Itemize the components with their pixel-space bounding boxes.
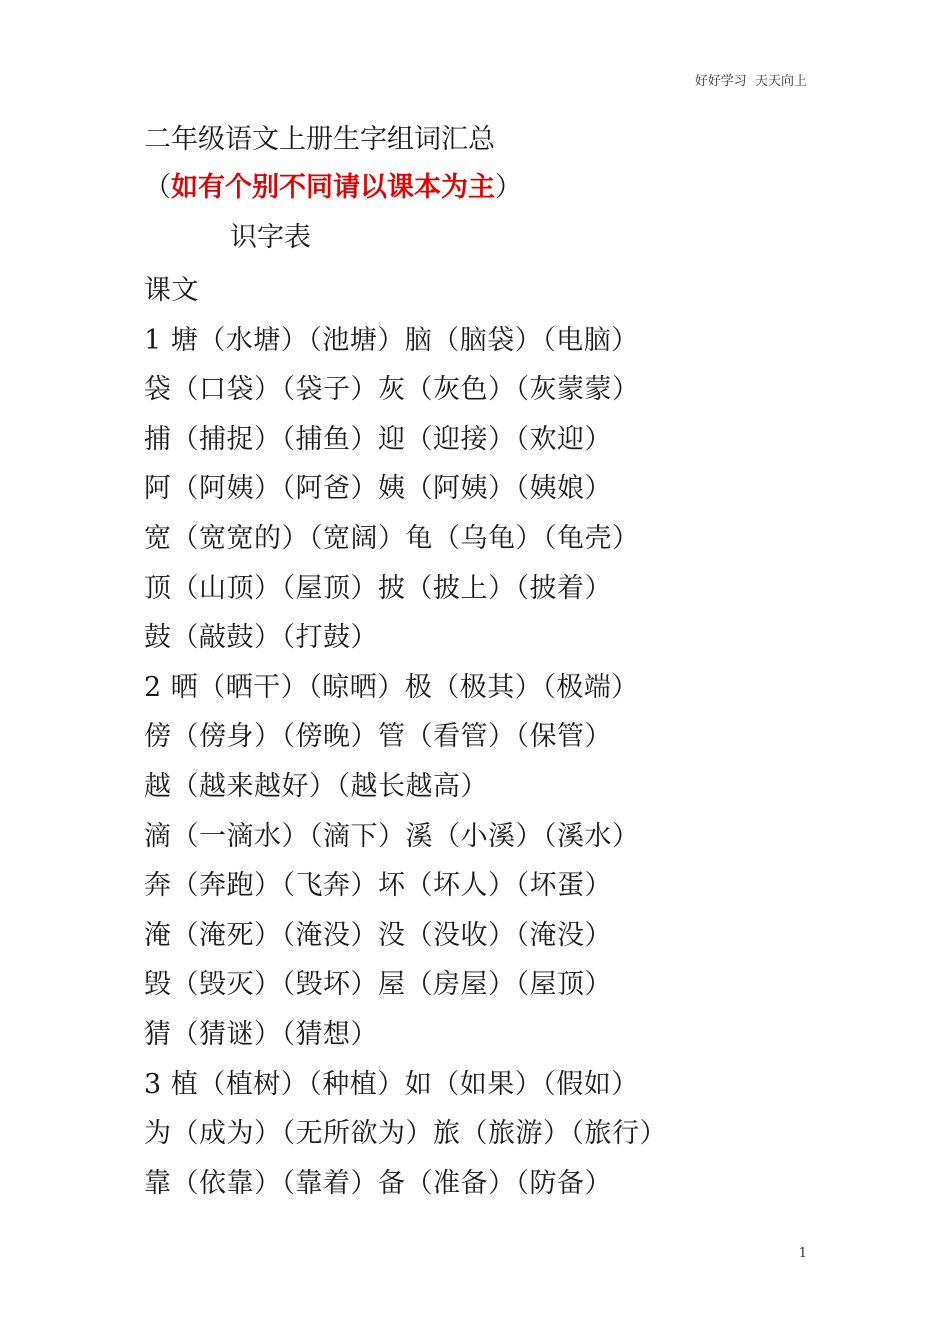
word-line: 毁（毁灭）（毁坏）屋（房屋）（屋顶） — [144, 969, 612, 1001]
word-line: 1 塘（水塘）（池塘）脑（脑袋）（电脑） — [144, 324, 639, 356]
note-text: 如有个别不同请以课本为主 — [171, 172, 495, 203]
word-line: 课文 — [144, 275, 199, 306]
word-line: 宽（宽宽的）（宽阔）龟（乌龟）（龟壳） — [144, 522, 640, 554]
word-line: 顶（山顶）（屋顶）披（披上）（披着） — [144, 572, 612, 604]
word-line: 2 晒（晒干）（晾晒）极（极其）（极端） — [144, 671, 639, 703]
note-open-paren: （ — [144, 172, 171, 203]
word-line: 阿（阿姨）（阿爸）姨（阿姨）（姨娘） — [144, 473, 612, 505]
header-note: 好好学习 天天向上 — [694, 74, 807, 89]
word-list — [144, 266, 667, 1208]
word-line: 奔（奔跑）（飞奔）坏（坏人）（坏蛋） — [144, 870, 612, 902]
word-line: 靠（依靠）（靠着）备（准备）（防备） — [144, 1167, 612, 1199]
note-close-paren: ） — [495, 172, 522, 203]
document-title: 二年级语文上册生字组词汇总 — [144, 124, 495, 155]
word-line: 捕（捕捉）（捕鱼）迎（迎接）（欢迎） — [144, 423, 612, 455]
word-line: 为（成为）（无所欲为）旅（旅游）（旅行） — [144, 1118, 667, 1150]
word-line: 3 植（植树）（种植）如（如果）（假如） — [144, 1068, 639, 1100]
word-line: 淹（淹死）（淹没）没（没收）（淹没） — [144, 919, 612, 951]
word-line: 滴（一滴水）（滴下）溪（小溪）（溪水） — [144, 820, 640, 852]
document-note — [144, 166, 522, 210]
word-line: 越（越来越好）（越长越高） — [144, 770, 488, 802]
section-heading: 识字表 — [230, 222, 311, 253]
word-line: 鼓（敲鼓）（打鼓） — [144, 622, 378, 654]
word-line: 猜（猜谜）（猜想） — [144, 1018, 378, 1050]
word-line: 傍（傍身）（傍晚）管（看管）（保管） — [144, 721, 612, 753]
page-number: 1 — [798, 1246, 807, 1261]
word-line: 袋（口袋）（袋子）灰（灰色）（灰蒙蒙） — [144, 374, 640, 406]
